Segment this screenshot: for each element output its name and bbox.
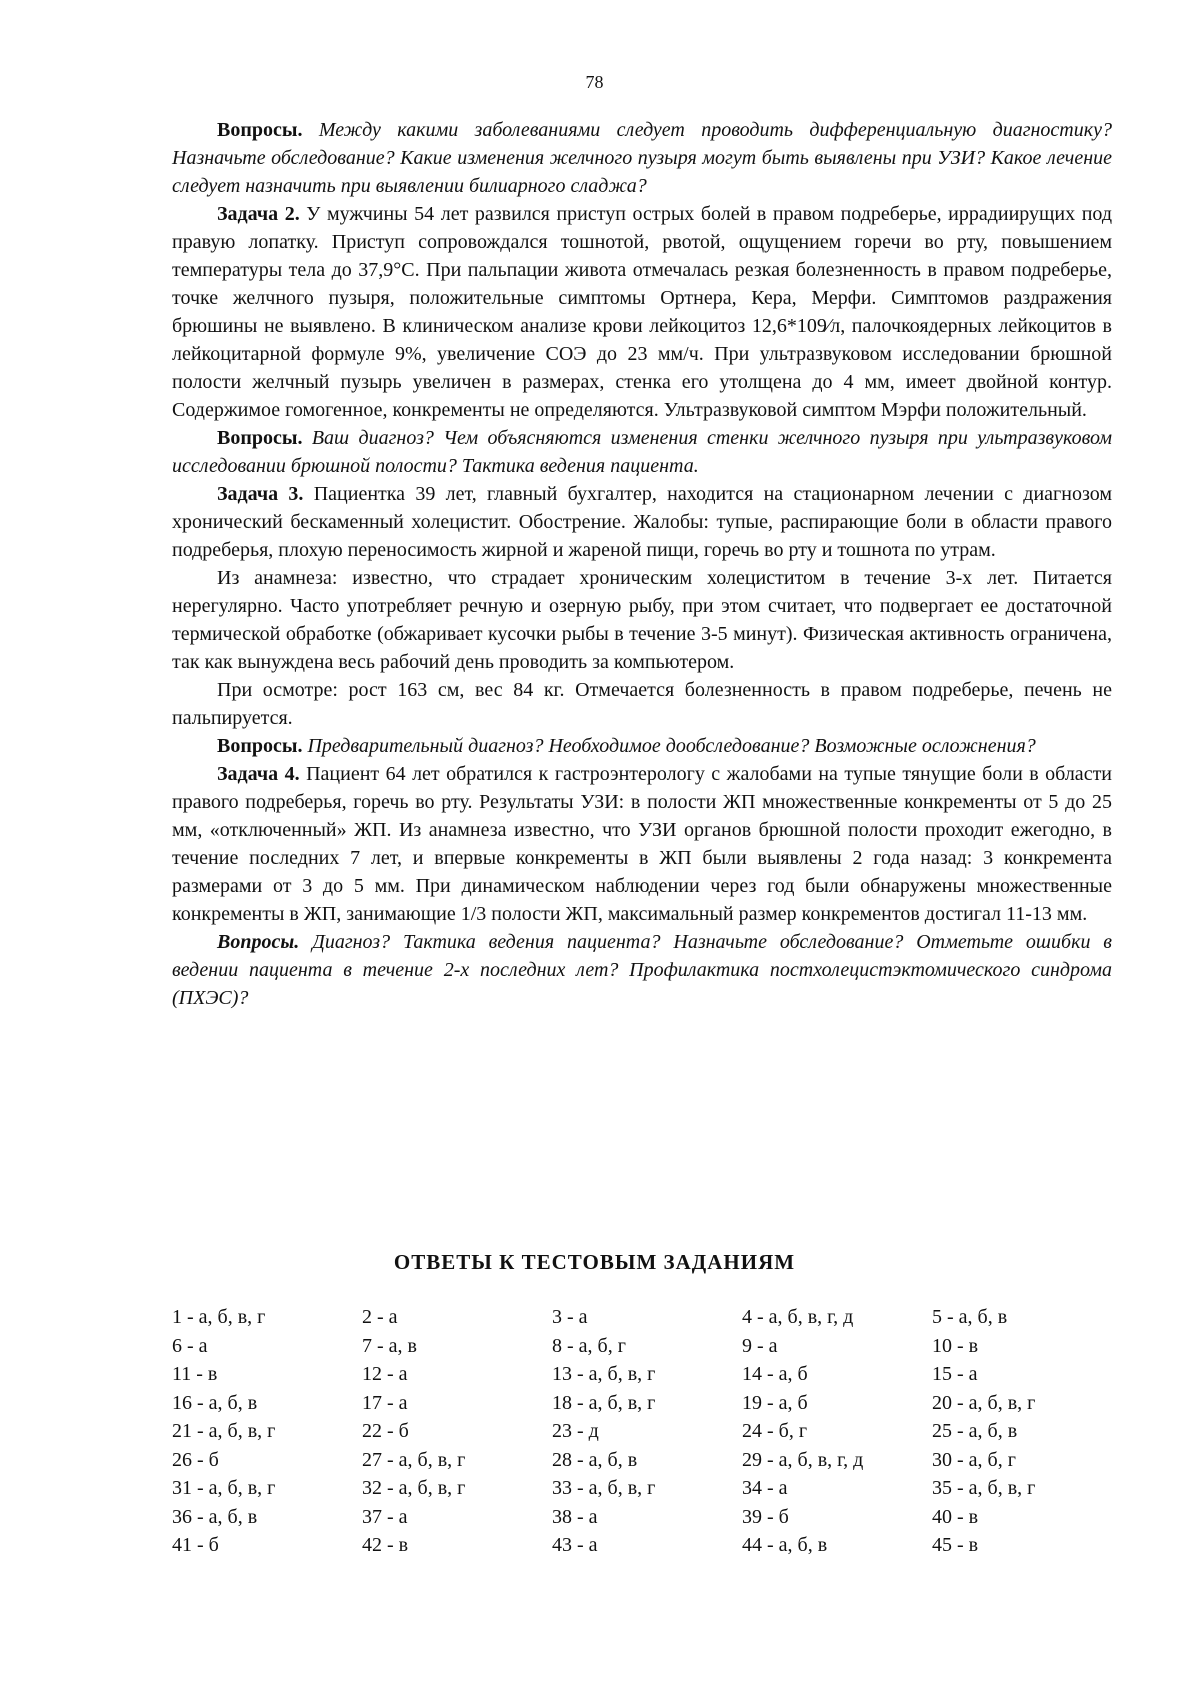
answer-cell: 27 - а, б, в, г [362,1448,466,1471]
paragraph-heading: Вопросы. [217,735,308,757]
answer-cell: 1 - а, б, в, г [172,1306,266,1328]
answers-title: ОТВЕТЫ К ТЕСТОВЫМ ЗАДАНИЯМ [393,1250,796,1274]
paragraph-text: Пациент 64 лет обратился к гастроэнтерологу с жалобами на тупые тянущие боли в области правого подреберья, горечь во рту. Результаты УЗИ: в полости ЖП множественные конкременты от 5 до 25 мм, «отключенный» ЖП. Из анамнеза известно, что УЗИ органов брюшной полости проходит ежегодно, в течение последних 7 лет, и впервые конкременты в ЖП были выявлены 2 года назад: 3 конкремента размерами от 3 до 5 мм. При динамическом наблюдении через год были обнаружены множественные конкременты в ЖП, занимающие 1/3 полости ЖП, максимальный размер конкрементов достигал 11-13 мм. [172,763,1113,925]
paragraph [172,564,1112,676]
answer-cell: 9 - а [742,1334,778,1357]
answer-cell: 12 - а [362,1363,408,1385]
paragraph-heading: Задача 3. [217,483,314,505]
paragraph [172,928,1112,1012]
answer-cell: 23 - д [552,1420,599,1442]
paragraph-text: У мужчины 54 лет развился приступ острых болей в правом подреберье, иррадиирущих под правую лопатку. Приступ сопровождался тошнотой, рвотой, ощущением горечи во рту, повышением температуры тела до 37,9°С. При пальпации живота отмечалась резкая болезненность в правом подреберье, точке желчного пузыря, положительные симптомы Ортнера, Кера, Мерфи. Симптомов раздражения брюшины не выявлено. В клиническом анализе крови лейкоцитоз 12,6*109⁄л, палочкоядерных лейкоцитов в лейкоцитарной формуле 9%, увеличение СОЭ до 23 мм/ч. При ультразвуковом исследовании брюшной полости желчный пузырь увеличен в размерах, стенка его утолщена до 4 мм, имеет двойной контур. Содержимое гомогенное, конкременты не определяются. Ультразвуковой симптом Мэрфи положительный. [172,203,1112,421]
answer-cell: 14 - а, б [742,1363,808,1385]
answer-cell: 21 - а, б, в, г [172,1420,276,1442]
answer-cell: 13 - а, б, в, г [552,1363,656,1385]
answer-cell: 20 - а, б, в, г [932,1391,1036,1414]
paragraph-text: Из анамнеза: известно, что страдает хроническим холециститом в течение 3-х лет. Питается нерегулярно. Часто употребляет речную и озерную рыбу, при этом считает, что подвергает ее достаточной термической обработке (обжаривает кусочки рыбы в течение 3-5 минут). Физическая активность ограничена, так как вынуждена весь рабочий день проводить за компьютером. [172,567,1112,673]
answer-cell: 26 - б [172,1448,219,1471]
answer-cell: 15 - а [932,1363,978,1385]
paragraph-italic-text: Между какими заболеваниями следует проводить дифференциальную диагностику? Назначьте обследование? Какие изменения желчного пузыря могут быть выявлены при УЗИ? Какое лечение следует назначить при выявлении билиарного сладжа? [172,119,1112,197]
paragraph-italic-text: Ваш диагноз? Чем объясняются изменения стенки желчного пузыря при ультразвуковом исследовании брюшной полости? Тактика ведения пациента. [172,427,1113,477]
paragraph-heading: Вопросы. [217,119,319,141]
answer-cell: 2 - а [362,1306,398,1328]
answer-cell: 34 - а [742,1477,788,1499]
answer-cell: 41 - б [172,1534,219,1556]
answer-cell: 45 - в [932,1534,979,1556]
answer-cell: 44 - а, б, в [742,1534,828,1556]
paragraph [172,732,1112,760]
paragraph [172,200,1112,424]
answer-cell: 6 - а [172,1334,208,1357]
paragraph-text: При осмотре: рост 163 см, вес 84 кг. Отмечается болезненность в правом подреберье, печень не пальпируется. [172,679,1112,729]
answer-cell: 36 - а, б, в [172,1505,258,1528]
answer-cell: 28 - а, б, в [552,1448,638,1471]
paragraph-italic-text: Предварительный диагноз? Необходимое дообследование? Возможные осложнения? [307,735,1036,757]
paragraph-heading: Вопросы. [217,427,312,449]
answer-cell: 40 - в [932,1505,979,1528]
paragraph [172,760,1112,928]
answer-cell: 5 - а, б, в [932,1306,1008,1328]
answer-cell: 16 - а, б, в [172,1391,258,1414]
answer-cell: 17 - а [362,1391,408,1414]
answer-cell: 4 - а, б, в, г, д [742,1306,854,1328]
page-body [172,116,1112,1012]
answer-cell: 22 - б [362,1420,409,1442]
answer-cell: 3 - а [552,1306,588,1328]
answer-cell: 35 - а, б, в, г [932,1477,1036,1499]
answer-cell: 29 - а, б, в, г, д [742,1448,864,1471]
answer-cell: 25 - а, б, в [932,1420,1018,1442]
answer-cell: 38 - а [552,1505,598,1528]
answer-cell: 8 - а, б, г [552,1334,626,1357]
paragraph-heading: Задача 4. [217,763,307,785]
answer-cell: 19 - а, б [742,1391,808,1414]
answer-cell: 18 - а, б, в, г [552,1391,656,1414]
paragraph [172,116,1112,200]
paragraph [172,676,1112,732]
paragraph-heading: Задача 2. [217,203,307,225]
answer-cell: 39 - б [742,1505,789,1528]
paragraph-italic-text: Диагноз? Тактика ведения пациента? Назначьте обследование? Отметьте ошибки в ведении пациента в течение 2-х последних лет? Профилактика постхолецистэктомического синдрома (ПХЭС)? [172,931,1112,1009]
paragraph-text: Пациентка 39 лет, главный бухгалтер, находится на стационарном лечении с диагнозом хронический бескаменный холецистит. Обострение. Жалобы: тупые, распирающие боли в области правого подреберья, плохую переносимость жирной и жареной пищи, горечь во рту и тошнота по утрам. [172,483,1113,561]
answer-cell: 7 - а, в [362,1334,417,1357]
answer-cell: 24 - б, г [742,1420,808,1442]
answer-cell: 30 - а, б, г [932,1448,1016,1471]
answer-cell: 37 - а [362,1505,408,1528]
paragraph [172,480,1112,564]
answer-cell: 31 - а, б, в, г [172,1477,276,1499]
answer-cell: 10 - в [932,1334,979,1357]
answer-cell: 33 - а, б, в, г [552,1477,656,1499]
answer-cell: 43 - а [552,1534,598,1556]
answer-cell: 11 - в [172,1363,218,1385]
answers-grid [172,1303,1112,1560]
answer-cell: 32 - а, б, в, г [362,1477,466,1499]
paragraph-heading: Вопросы. [217,931,313,953]
paragraph [172,424,1112,480]
answer-cell: 42 - в [362,1534,409,1556]
page-number: 78 [585,72,604,92]
